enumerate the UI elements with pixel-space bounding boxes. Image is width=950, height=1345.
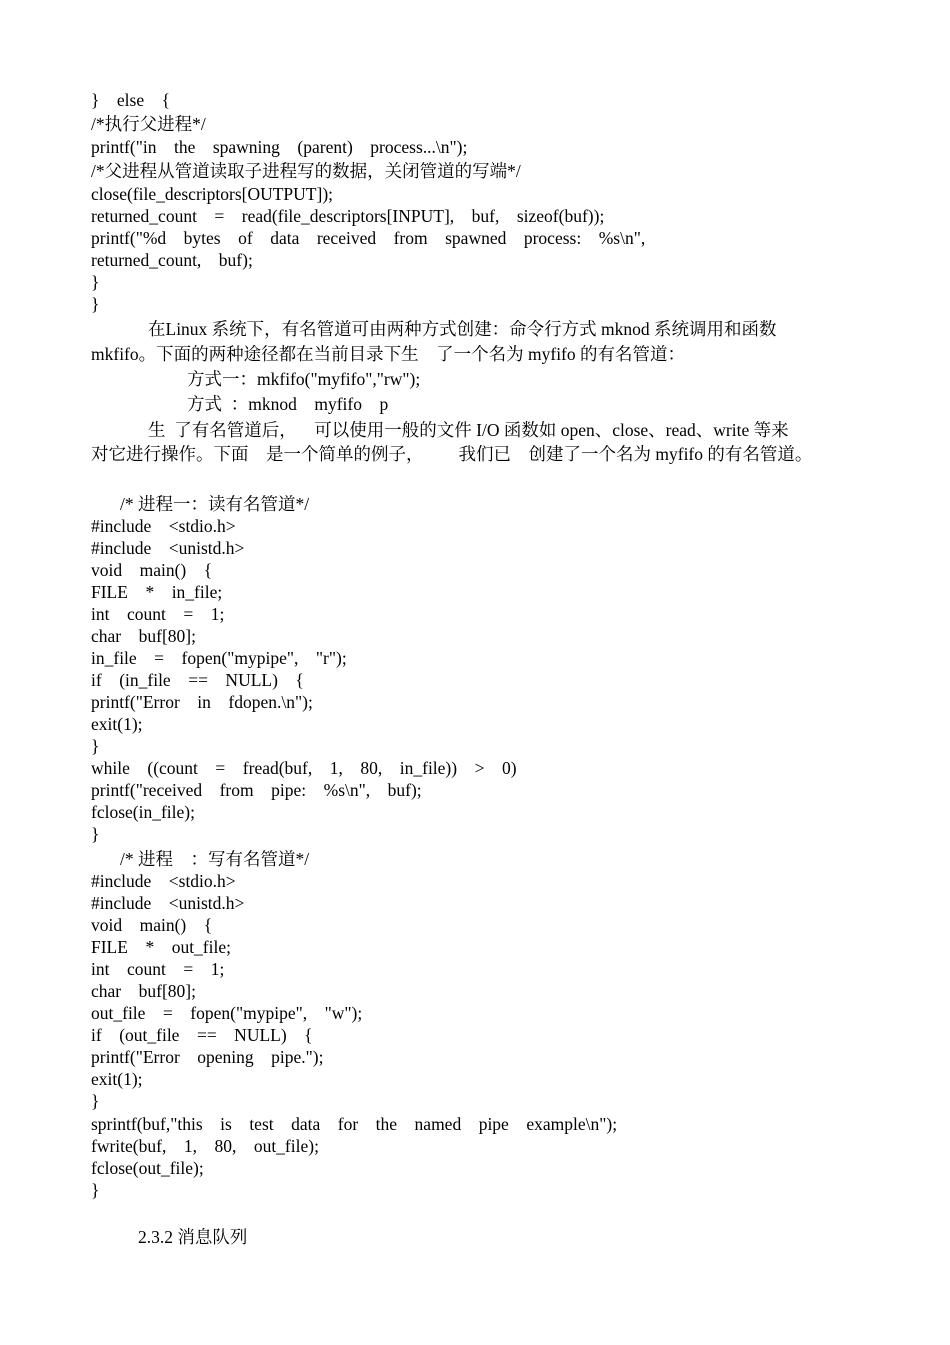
code-line: exit(1); — [91, 1069, 143, 1089]
code-line: } — [91, 1180, 100, 1200]
method-line: 方式一：mkfifo("myfifo","rw"); — [187, 369, 421, 389]
code-line: } — [91, 294, 100, 314]
code-line: returned_count, buf); — [91, 250, 253, 270]
section-heading: 2.3.2 消息队列 — [138, 1227, 248, 1247]
code-line: if (out_file == NULL) { — [91, 1025, 313, 1045]
code-line: } else { — [91, 90, 171, 110]
method-line: 方式 ：mknod myfifo p — [187, 394, 389, 414]
code-line: #include <unistd.h> — [91, 538, 245, 558]
code-line: void main() { — [91, 915, 213, 935]
code-line: #include <unistd.h> — [91, 893, 245, 913]
code-line: FILE * out_file; — [91, 937, 231, 957]
code-line: out_file = fopen("mypipe", "w"); — [91, 1003, 363, 1023]
code-line: char buf[80]; — [91, 626, 196, 646]
code-line: fclose(out_file); — [91, 1158, 204, 1178]
code-line: printf("Error opening pipe."); — [91, 1047, 324, 1067]
code-line: int count = 1; — [91, 959, 225, 979]
paragraph-text: 在Linux 系统下，有名管道可由两种方式创建：命令行方式 mknod 系统调用和函数 — [148, 319, 777, 339]
paragraph-text: 对它进行操作。下面 是一个简单的例子， 我们已 创建了一个名为 myfifo 的有名管道。 — [91, 444, 813, 464]
code-line: printf("in the spawning (parent) process...\n"); — [91, 137, 468, 157]
code-line: exit(1); — [91, 714, 143, 734]
code-line: int count = 1; — [91, 604, 225, 624]
code-line: #include <stdio.h> — [91, 516, 236, 536]
code-comment: /* 进程一：读有名管道*/ — [120, 494, 310, 514]
code-line: fclose(in_file); — [91, 802, 195, 822]
code-line: printf("Error in fdopen.\n"); — [91, 692, 313, 712]
code-line: } — [91, 1091, 100, 1111]
code-line: } — [91, 824, 100, 844]
code-line: void main() { — [91, 560, 213, 580]
code-line: #include <stdio.h> — [91, 871, 236, 891]
code-line: close(file_descriptors[OUTPUT]); — [91, 184, 334, 204]
code-line: } — [91, 736, 100, 756]
code-line: printf("received from pipe: %s\n", buf); — [91, 780, 422, 800]
code-line: } — [91, 272, 100, 292]
code-line: fwrite(buf, 1, 80, out_file); — [91, 1136, 319, 1156]
code-line: char buf[80]; — [91, 981, 196, 1001]
code-line: printf("%d bytes of data received from spawned process: %s\n", — [91, 228, 646, 248]
code-comment: /*执行父进程*/ — [91, 114, 206, 134]
code-line: while ((count = fread(buf, 1, 80, in_file)) > 0) — [91, 758, 517, 778]
code-line: returned_count = read(file_descriptors[INPUT], buf, sizeof(buf)); — [91, 206, 605, 226]
code-line: sprintf(buf,"this is test data for the named pipe example\n"); — [91, 1114, 618, 1134]
code-line: if (in_file == NULL) { — [91, 670, 304, 690]
paragraph-text: 生 了有名管道后， 可以使用一般的文件 I/O 函数如 open、close、read、write 等来 — [148, 420, 789, 440]
code-comment: /* 进程 ：写有名管道*/ — [120, 849, 310, 869]
code-line: in_file = fopen("mypipe", "r"); — [91, 648, 347, 668]
code-line: FILE * in_file; — [91, 582, 223, 602]
code-comment: /*父进程从管道读取子进程写的数据，关闭管道的写端*/ — [91, 161, 521, 181]
paragraph-text: mkfifo。下面的两种途径都在当前目录下生 了一个名为 myfifo 的有名管道： — [91, 344, 686, 364]
